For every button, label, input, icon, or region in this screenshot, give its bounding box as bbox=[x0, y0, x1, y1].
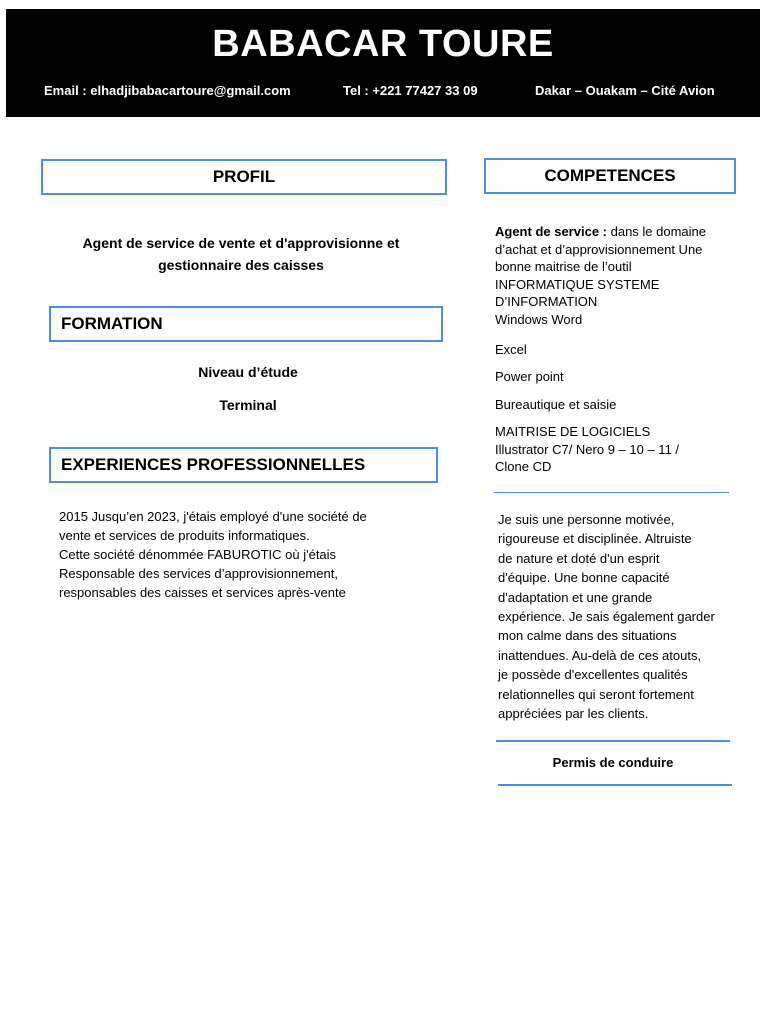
skill-bureautique: Bureautique et saisie bbox=[495, 397, 617, 412]
divider bbox=[494, 492, 729, 493]
divider bbox=[496, 740, 730, 742]
about-line: d'adaptation et une grande bbox=[498, 589, 653, 605]
competences-intro-line: INFORMATIQUE SYSTEME bbox=[495, 276, 660, 292]
about-line: expérience. Je sais également garder bbox=[498, 609, 715, 625]
header-banner bbox=[6, 9, 760, 117]
competences-intro-line: Windows Word bbox=[495, 311, 583, 327]
competences-intro-line: D’INFORMATION bbox=[495, 294, 598, 309]
experience-line: responsables des caisses et services après-vente bbox=[59, 585, 346, 600]
experiences-heading: EXPERIENCES PROFESSIONNELLES bbox=[61, 455, 366, 474]
competences-intro-first-line bbox=[495, 223, 745, 241]
about-line: mon calme dans des situations bbox=[498, 628, 677, 644]
contact-address: Dakar – Ouakam – Cité Avion bbox=[535, 83, 715, 98]
about-line: Je suis une personne motivée, bbox=[498, 512, 675, 527]
logiciels-line: Illustrator C7/ Nero 9 – 10 – 11 / bbox=[495, 441, 680, 457]
about-paragraph bbox=[498, 510, 748, 723]
profil-line: Agent de service de vente et d'approvisionne et bbox=[82, 235, 400, 251]
about-line: je possède d'excellentes qualités bbox=[498, 667, 688, 683]
section-heading-formation bbox=[49, 306, 443, 342]
formation-level-value: Terminal bbox=[219, 397, 277, 413]
contact-email: Email : elhadjibabacartoure@gmail.com bbox=[44, 83, 291, 98]
competences-intro-bold: Agent de service : bbox=[495, 224, 607, 239]
skill-powerpoint: Power point bbox=[495, 369, 564, 384]
about-line: rigoureuse et disciplinée. Altruiste bbox=[498, 531, 692, 547]
competences-heading: COMPETENCES bbox=[544, 166, 676, 185]
about-line: appréciées par les clients. bbox=[498, 706, 649, 722]
profil-summary bbox=[41, 232, 441, 276]
section-heading-experiences bbox=[49, 447, 438, 483]
candidate-name: BABACAR TOURE bbox=[212, 23, 554, 65]
profil-line: gestionnaire des caisses bbox=[158, 257, 324, 273]
formation-heading: FORMATION bbox=[61, 314, 163, 333]
experience-line: Cette société dénommée FABUROTIC où j'étais bbox=[59, 547, 337, 562]
about-line: inattendues. Au-delà de ces atouts, bbox=[498, 647, 702, 663]
experience-line: Responsable des services d’approvisionnement, bbox=[59, 566, 338, 581]
divider bbox=[498, 784, 732, 786]
experience-line: 2015 Jusqu’en 2023, j'étais employé d'une société de bbox=[59, 509, 367, 524]
about-line: relationnelles qui seront fortement bbox=[498, 686, 694, 702]
about-line: d'équipe. Une bonne capacité bbox=[498, 570, 670, 586]
experience-line: vente et services de produits informatiques. bbox=[59, 528, 310, 543]
skill-logiciels bbox=[495, 423, 745, 476]
experiences-description bbox=[59, 507, 449, 602]
competences-intro-line: bonne maitrise de l’outil bbox=[495, 259, 632, 274]
permis-label: Permis de conduire bbox=[552, 755, 674, 770]
competences-intro-rest: dans le domaine bbox=[607, 224, 707, 239]
contact-phone: Tel : +221 77427 33 09 bbox=[343, 83, 478, 98]
profil-heading: PROFIL bbox=[212, 167, 276, 186]
competences-intro-line: d’achat et d’approvisionnement Une bbox=[495, 241, 703, 257]
skill-excel: Excel bbox=[495, 342, 527, 357]
formation-level-label: Niveau d’étude bbox=[198, 364, 298, 380]
logiciels-line: Clone CD bbox=[495, 459, 552, 474]
section-heading-competences bbox=[484, 158, 736, 194]
section-heading-profil bbox=[41, 159, 447, 195]
logiciels-line: MAITRISE DE LOGICIELS bbox=[495, 424, 651, 439]
competences-intro bbox=[495, 223, 745, 328]
about-line: de nature et doté d'un esprit bbox=[498, 550, 660, 566]
